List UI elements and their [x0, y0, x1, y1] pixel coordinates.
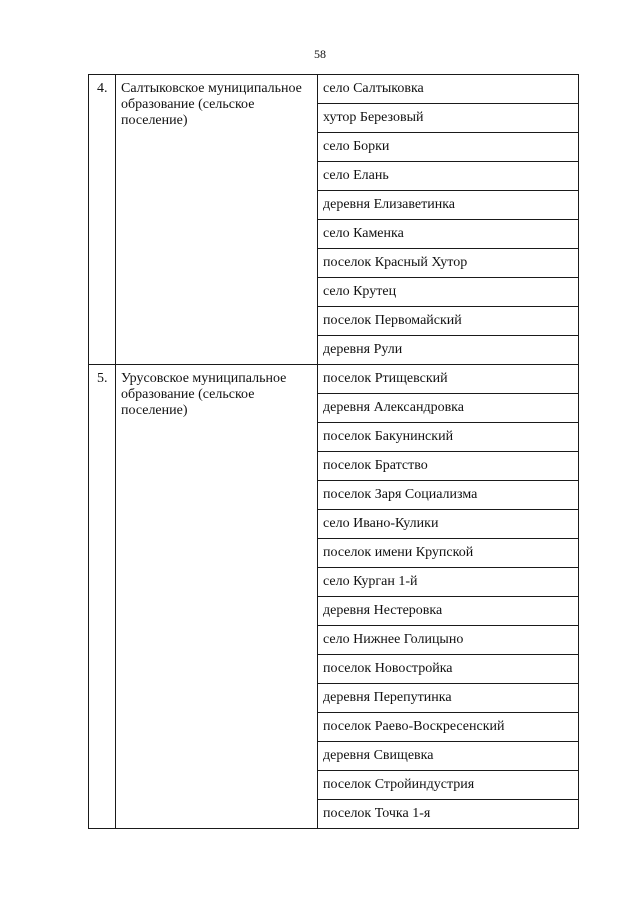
settlement-name: деревня Свищевка — [318, 742, 579, 771]
settlements-table — [88, 74, 579, 829]
settlement-name: поселок Заря Социализма — [318, 481, 579, 510]
settlement-name: деревня Перепутинка — [318, 684, 579, 713]
municipality-name: Урусовское муниципальное образование (сельское поселение) — [116, 365, 318, 829]
settlement-name: поселок Ртищевский — [318, 365, 579, 394]
settlement-name: поселок Раево-Воскресенский — [318, 713, 579, 742]
settlement-name: поселок Новостройка — [318, 655, 579, 684]
row-number: 5. — [89, 365, 116, 829]
settlement-name: село Борки — [318, 133, 579, 162]
page-number: 58 — [314, 47, 326, 61]
settlement-name: деревня Александровка — [318, 394, 579, 423]
settlement-name: поселок Стройиндустрия — [318, 771, 579, 800]
settlement-name: поселок имени Крупской — [318, 539, 579, 568]
settlement-name: село Курган 1-й — [318, 568, 579, 597]
settlement-name: деревня Рули — [318, 336, 579, 365]
settlement-name: село Нижнее Голицыно — [318, 626, 579, 655]
settlement-name: село Салтыковка — [318, 75, 579, 104]
municipality-name: Салтыковское муниципальное образование (сельское поселение) — [116, 75, 318, 365]
settlement-name: поселок Красный Хутор — [318, 249, 579, 278]
table-row — [89, 365, 579, 394]
settlement-name: село Каменка — [318, 220, 579, 249]
settlement-name: деревня Нестеровка — [318, 597, 579, 626]
settlement-name: село Ивано-Кулики — [318, 510, 579, 539]
settlement-name: поселок Бакунинский — [318, 423, 579, 452]
settlement-name: село Елань — [318, 162, 579, 191]
settlement-name: село Крутец — [318, 278, 579, 307]
settlement-name: поселок Братство — [318, 452, 579, 481]
settlement-name: поселок Точка 1-я — [318, 800, 579, 829]
table-row — [89, 75, 579, 104]
table-body — [89, 75, 579, 829]
settlement-name: деревня Елизаветинка — [318, 191, 579, 220]
settlement-name: хутор Березовый — [318, 104, 579, 133]
settlement-name: поселок Первомайский — [318, 307, 579, 336]
row-number: 4. — [89, 75, 116, 365]
